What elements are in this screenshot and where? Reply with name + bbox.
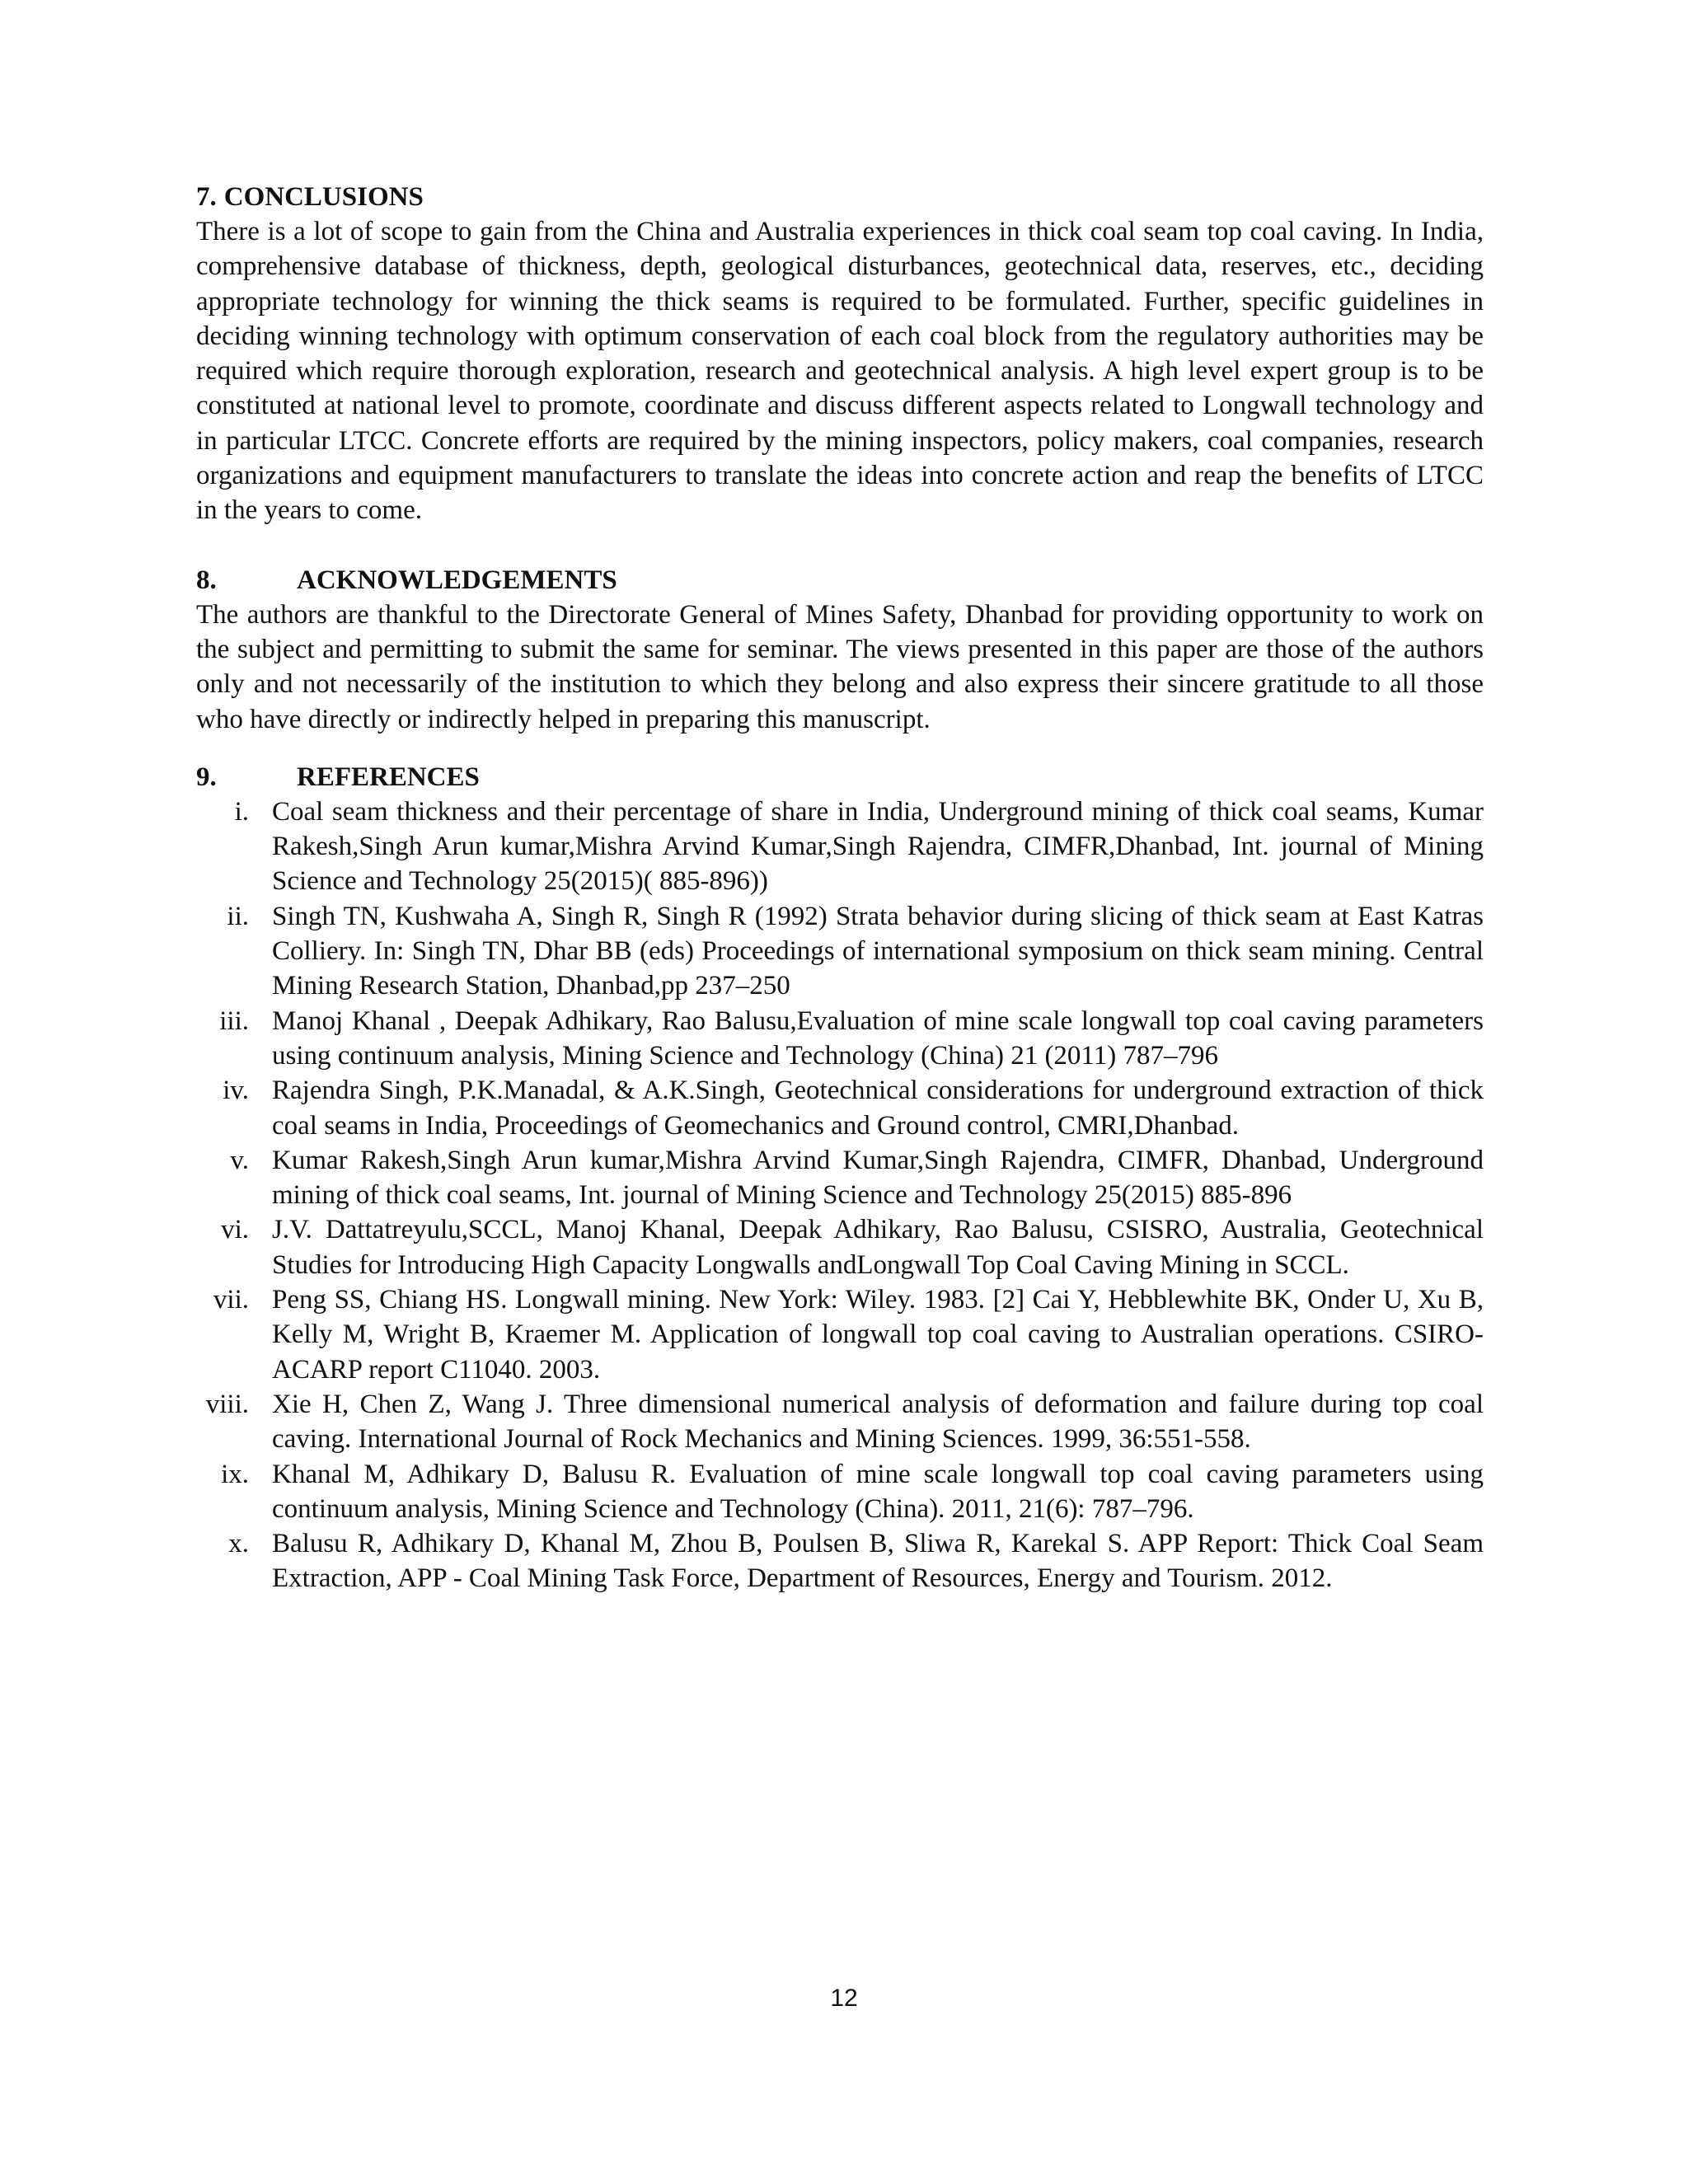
reference-text: Xie H, Chen Z, Wang J. Three dimensional numerical analysis of deformation and failure during top coal caving. International Journal of Rock Mechanics and Mining Sciences. 1999, 36:551-558. (272, 1389, 1484, 1455)
page-number: 12 (830, 1985, 858, 2012)
reference-item (196, 1212, 1484, 1282)
conclusions-heading (196, 180, 1484, 214)
reference-marker: ii. (227, 901, 249, 931)
references-heading (196, 760, 1484, 794)
reference-item (196, 1143, 1484, 1213)
conclusions-title: CONCLUSIONS (223, 182, 424, 212)
acknowledgements-title: ACKNOWLEDGEMENTS (297, 565, 617, 595)
conclusions-paragraph: There is a lot of scope to gain from the China and Australia experiences in thick coal seam top coal caving. In India, comprehensive database of thickness, depth, geological disturbances, geotechnical data, reserves, etc., deciding appropriate technology for winning the thick seams is required to be formulated. Further, specific guidelines in deciding winning technology with optimum conservation of each coal block from the regulatory authorities may be required which require thorough exploration, research and geotechnical analysis. A high level expert group is to be constituted at national level to promote, coordinate and discuss different aspects related to Longwall technology and in particular LTCC. Concrete efforts are required by the mining inspectors, policy makers, coal companies, research organizations and equipment manufacturers to translate the ideas into concrete action and reap the benefits of LTCC in the years to come. (196, 217, 1484, 526)
references-number: 9. (196, 762, 217, 792)
reference-item (196, 899, 1484, 1004)
references-title: REFERENCES (297, 762, 480, 792)
reference-marker: iv. (223, 1076, 249, 1106)
acknowledgements-paragraph: The authors are thankful to the Directorate General of Mines Safety, Dhanbad for providing opportunity to work on the subject and permitting to submit the same for seminar. The views presented in this paper are those of the authors only and not necessarily of the institution to which they belong and also express their sincere gratitude to all those who have directly or indirectly helped in preparing this manuscript. (196, 599, 1484, 734)
reference-text: J.V. Dattatreyulu,SCCL, Manoj Khanal, Deepak Adhikary, Rao Balusu, CSISRO, Australia, Geotechnical Studies for Introducing High Capacity Longwalls andLongwall Top Coal Caving Mining in SCCL. (272, 1215, 1484, 1280)
reference-marker: x. (228, 1529, 249, 1559)
reference-item (196, 794, 1484, 899)
acknowledgements-heading (196, 563, 1484, 598)
reference-text: Coal seam thickness and their percentage of share in India, Underground mining of thick coal seams, Kumar Rakesh,Singh Arun kumar,Mishra Arvind Kumar,Singh Rajendra, CIMFR,Dhanbad, Int. journal of Mining Science and Technology 25(2015)( 885-896)) (272, 796, 1484, 897)
reference-list (196, 794, 1484, 1596)
reference-item (196, 1526, 1484, 1596)
reference-text: Balusu R, Adhikary D, Khanal M, Zhou B, Poulsen B, Sliwa R, Karekal S. APP Report: Thick Coal Seam Extraction, APP - Coal Mining Task Force, Department of Resources, Energy and Tourism. 2012. (272, 1529, 1484, 1594)
acknowledgements-number: 8. (196, 565, 217, 595)
reference-marker: i. (234, 796, 249, 827)
reference-text: Khanal M, Adhikary D, Balusu R. Evaluation of mine scale longwall top coal caving parameters using continuum analysis, Mining Science and Technology (China). 2011, 21(6): 787–796. (272, 1459, 1484, 1524)
conclusions-number: 7. (196, 182, 217, 212)
reference-marker: vi. (221, 1215, 249, 1245)
reference-item (196, 1073, 1484, 1143)
reference-marker: v. (230, 1145, 249, 1175)
reference-item (196, 1387, 1484, 1457)
reference-marker: vii. (213, 1285, 249, 1315)
reference-text: Kumar Rakesh,Singh Arun kumar,Mishra Arvind Kumar,Singh Rajendra, CIMFR, Dhanbad, Underground mining of thick coal seams, Int. journal of Mining Science and Technology 25(2015) 885-896 (272, 1145, 1484, 1211)
reference-marker: viii. (205, 1389, 249, 1419)
reference-text: Manoj Khanal , Deepak Adhikary, Rao Balusu,Evaluation of mine scale longwall top coal caving parameters using continuum analysis, Mining Science and Technology (China) 21 (2011) 787–796 (272, 1005, 1484, 1071)
reference-text: Peng SS, Chiang HS. Longwall mining. New York: Wiley. 1983. [2] Cai Y, Hebblewhite BK, Onder U, Xu B, Kelly M, Wright B, Kraemer M. Application of longwall top coal caving to Australian operations. CSIRO-ACARP report C11040. 2003. (272, 1285, 1484, 1385)
reference-item (196, 1004, 1484, 1074)
reference-text: Singh TN, Kushwaha A, Singh R, Singh R (1992) Strata behavior during slicing of thick seam at East Katras Colliery. In: Singh TN, Dhar BB (eds) Proceedings of international symposium on thick seam mining. Central Mining Research Station, Dhanbad,pp 237–250 (272, 901, 1484, 1001)
reference-item (196, 1282, 1484, 1387)
reference-text: Rajendra Singh, P.K.Manadal, & A.K.Singh, Geotechnical considerations for underground extraction of thick coal seams in India, Proceedings of Geomechanics and Ground control, CMRI,Dhanbad. (272, 1076, 1484, 1141)
reference-marker: iii. (219, 1005, 249, 1036)
reference-marker: ix. (221, 1459, 249, 1489)
reference-item (196, 1457, 1484, 1527)
page-body (196, 180, 1484, 1596)
